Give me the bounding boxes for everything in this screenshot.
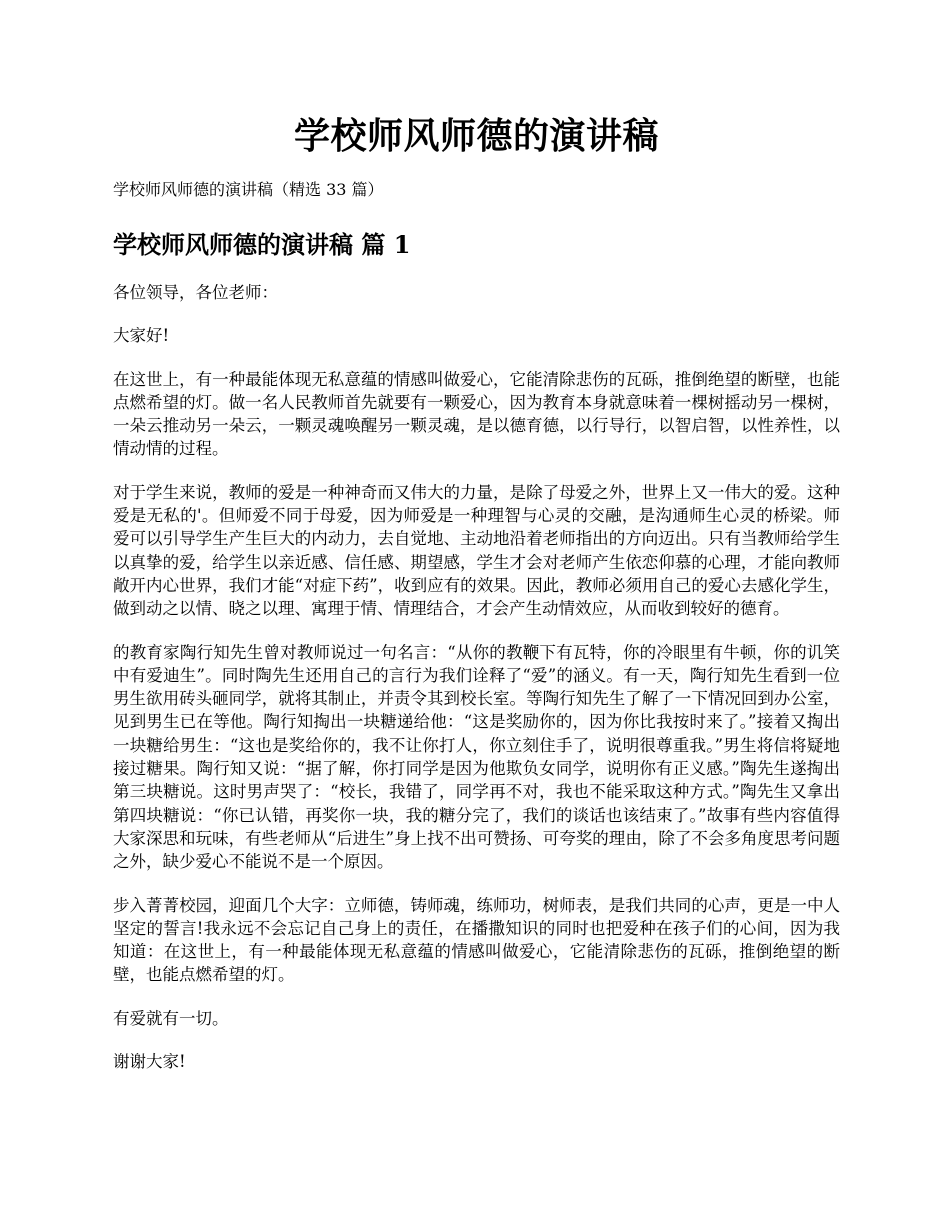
paragraph-hello: 大家好! — [113, 326, 170, 346]
document-subtitle: 学校师风师德的演讲稿（精选 33 篇） — [113, 180, 384, 199]
section-heading: 学校师风师德的演讲稿 篇 1 — [113, 230, 411, 259]
paragraph-greeting: 各位领导，各位老师： — [113, 283, 278, 302]
document-title: 学校师风师德的演讲稿 — [293, 115, 659, 157]
paragraph-love: 在这世上，有一种最能体现无私意蕴的情感叫做爱心，它能清除悲伤的瓦砾，推倒绝望的断壁，也能点燃希望的灯。做一名人民教师首先就要有一颗爱心，因为教育本身就意味着一棵树摇动另一棵树，一朵云推动另一朵云，一颗灵魂唤醒另一颗灵魂，是以德育德，以行导行，以智启智，以性养性，以情动情的过程。 — [113, 369, 840, 459]
paragraph-campus: 步入菁菁校园，迎面几个大字：立师德，铸师魂，练师功，树师表，是我们共同的心声，更是一中人坚定的誓言!我永远不会忘记自己身上的责任，在播撒知识的同时也把爱种在孩子们的心间，因为我知道：在这世上，有一种最能体现无私意蕴的情感叫做爱心，它能清除悲伤的瓦砾，推倒绝望的断壁，也能点燃希望的灯。 — [113, 895, 840, 985]
paragraph-tao-xingzhi: 的教育家陶行知先生曾对教师说过一句名言：“从你的教鞭下有瓦特，你的冷眼里有牛顿，你的讥笑中有爱迪生”。同时陶先生还用自己的言行为我们诠释了“爱”的涵义。有一天，陶行知先生看到一位男生欲用砖头砸同学，就将其制止，并责令其到校长室。等陶行知先生了解了一下情况回到办公室，见到男生已在等他。陶行知掏出一块糖递给他：“这是奖励你的，因为你比我按时来了。”接着又掏出一块糖给男生：“这也是奖给你的，我不让你打人，你立刻住手了，说明很尊重我。”男生将信将疑地接过糖果。陶行知又说：“据了解，你打同学是因为他欺负女同学，说明你有正义感。”陶先生遂掏出第三块糖说。这时男声哭了：“校长，我错了，同学再不对，我也不能采取这种方式。”陶先生又拿出第四块糖说：“你已认错，再奖你一块，我的糖分完了，我们的谈话也该结束了。”故事有些内容值得大家深思和玩味，有些老师从“后进生”身上找不出可赞扬、可夸奖的理由，除了不会多角度思考问题之外，缺少爱心不能说不是一个原因。 — [113, 642, 840, 872]
paragraph-thanks: 谢谢大家! — [113, 1052, 186, 1072]
document-page — [113, 112, 840, 1073]
paragraph-love-everything: 有爱就有一切。 — [113, 1008, 229, 1028]
paragraph-teacher-love: 对于学生来说，教师的爱是一种神奇而又伟大的力量，是除了母爱之外，世界上又一伟大的爱。这种爱是无私的'。但师爱不同于母爱，因为师爱是一种理智与心灵的交融，是沟通师生心灵的桥梁。师爱可以引导学生产生巨大的内动力，去自觉地、主动地沿着老师指出的方向迈出。只有当教师给学生以真挚的爱，给学生以亲近感、信任感、期望感，学生才会对老师产生依恋仰慕的心理，才能向教师敞开内心世界，我们才能“对症下药”，收到应有的效果。因此，教师必须用自己的爱心去感化学生，做到动之以情、晓之以理、寓理于情、情理结合，才会产生动情效应，从而收到较好的德育。 — [113, 482, 840, 619]
